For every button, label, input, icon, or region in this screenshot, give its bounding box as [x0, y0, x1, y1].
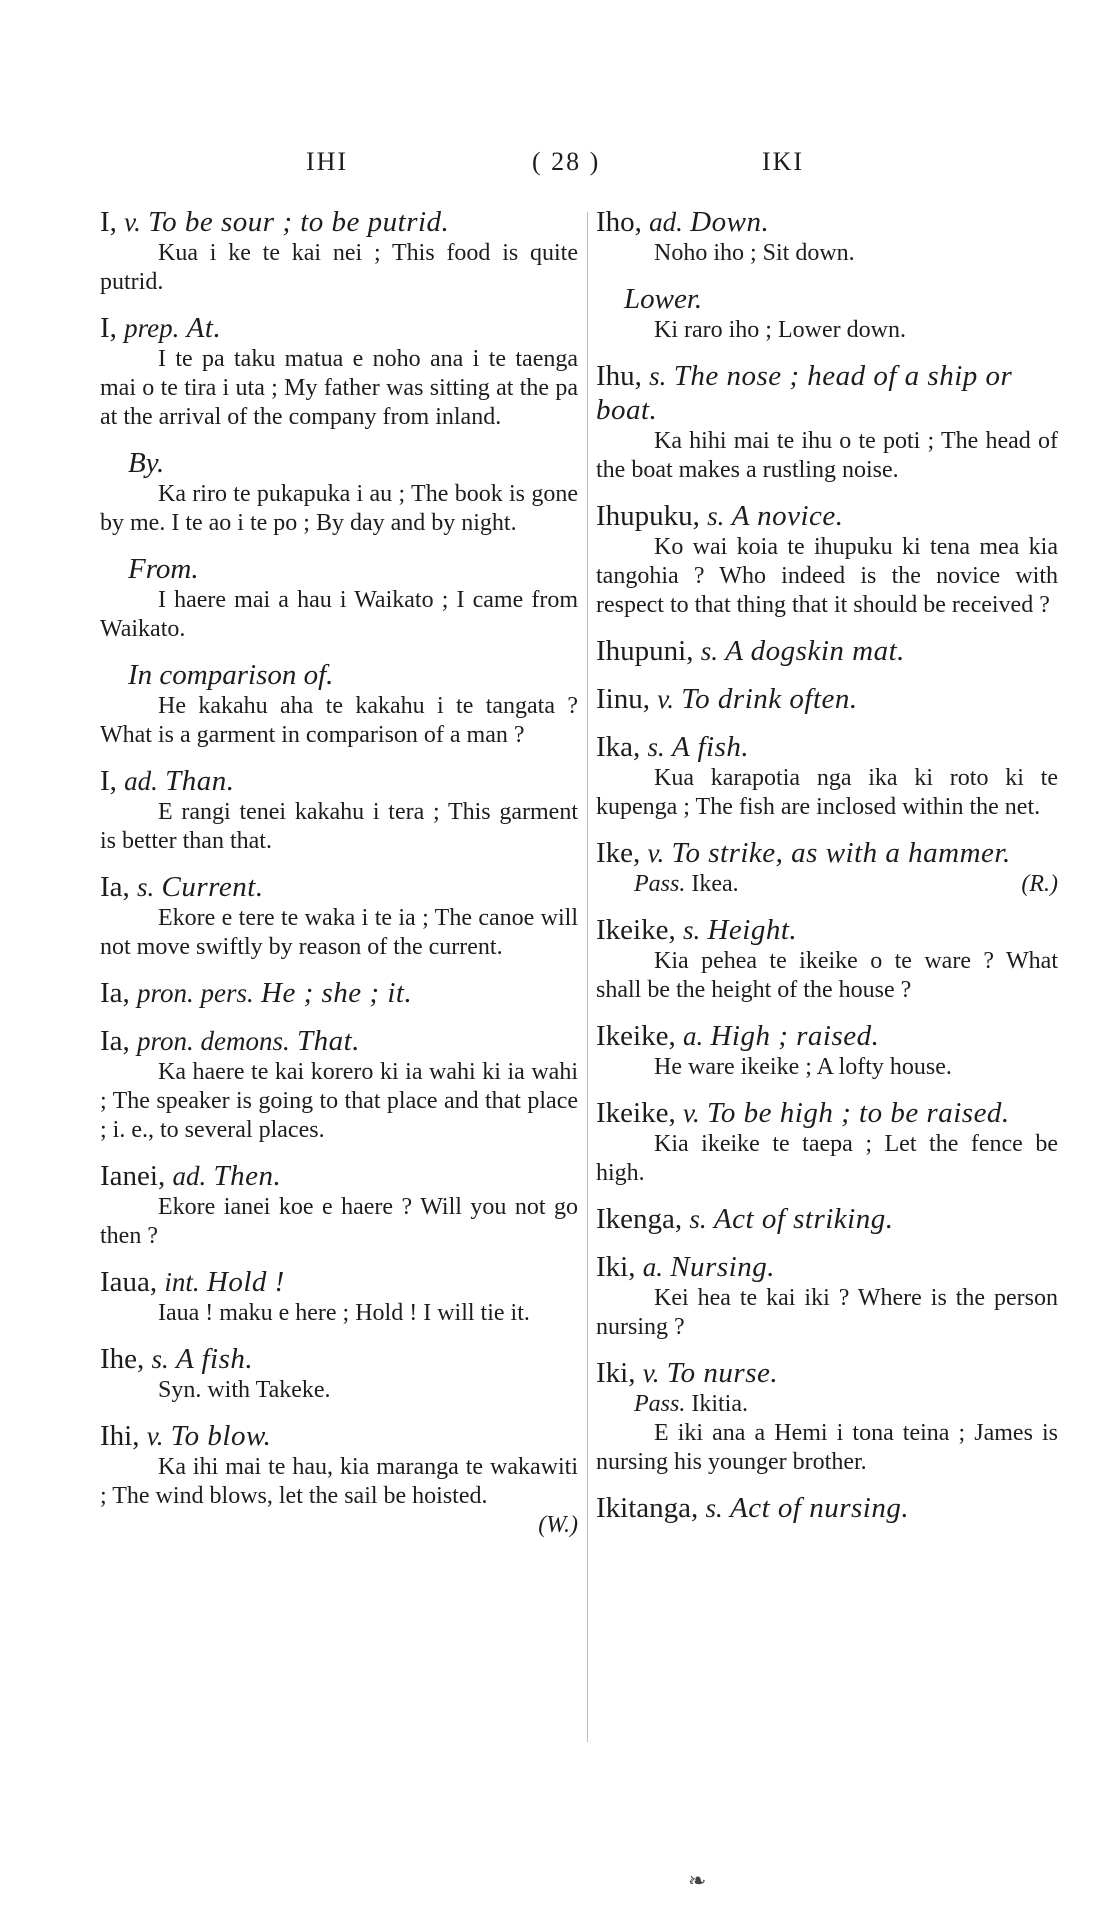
part-of-speech: s.: [705, 1493, 723, 1523]
part-of-speech: s.: [647, 732, 665, 762]
headword: Ihi,: [100, 1420, 140, 1452]
header-right-guide-word: IKI: [762, 147, 805, 176]
headword: Ihe,: [100, 1343, 145, 1375]
entry-headline: [596, 1096, 1058, 1130]
part-of-speech: v.: [647, 838, 665, 868]
dictionary-entry: [100, 870, 578, 962]
definition: To drink often.: [681, 683, 858, 715]
example-sentence: Kei hea te kai iki ? Where is the person nursing ?: [596, 1285, 1058, 1340]
definition: Hold !: [206, 1266, 285, 1298]
dictionary-entry: [596, 282, 1058, 345]
part-of-speech: pron. pers.: [137, 978, 254, 1008]
headword: I,: [100, 765, 117, 797]
definition: High ; raised.: [710, 1020, 880, 1052]
headword: Iaua,: [100, 1266, 158, 1298]
dictionary-entry: [100, 311, 578, 432]
column-divider: [587, 212, 588, 1742]
entry-headline: [596, 1356, 1058, 1390]
dictionary-entry: [596, 634, 1058, 668]
definition: To nurse.: [666, 1357, 779, 1389]
headword: I,: [100, 312, 117, 344]
dictionary-entry: [100, 1159, 578, 1251]
entry-headline: [100, 311, 578, 345]
entry-headline: [596, 499, 1058, 533]
part-of-speech: prep.: [124, 313, 180, 343]
headword: Ikitanga,: [596, 1492, 699, 1524]
entry-headline: [596, 682, 1058, 716]
passive-form: [596, 1390, 1058, 1419]
dictionary-entry: [100, 1265, 578, 1328]
definition: Height.: [707, 914, 798, 946]
definition: Nursing.: [670, 1251, 775, 1283]
definition: A fish.: [672, 731, 750, 763]
entry-headline: [100, 1265, 578, 1299]
entry-headline: [100, 764, 578, 798]
dictionary-entry: [100, 1419, 578, 1538]
definition: The nose ; head of a ship or boat.: [596, 360, 1013, 426]
headword: Iki,: [596, 1357, 636, 1389]
headword: Iinu,: [596, 683, 650, 715]
dictionary-entry: [100, 1342, 578, 1405]
headword: Ikeike,: [596, 1097, 676, 1129]
example-sentence: Ka haere te kai korero ki ia wahi ki ia wahi ; The speaker is going to that place and that place ; i. e., to several places.: [100, 1059, 578, 1143]
dictionary-entry: [596, 359, 1058, 485]
dictionary-entry: [596, 682, 1058, 716]
headword: Ikeike,: [596, 914, 676, 946]
example-sentence: Ekore ianei koe e haere ? Will you not go then ?: [100, 1194, 578, 1249]
part-of-speech: s.: [707, 501, 725, 531]
example-sentence: He ware ikeike ; A lofty house.: [654, 1054, 952, 1080]
example-sentence: Kua i ke te kai nei ; This food is quite putrid.: [100, 240, 578, 295]
dictionary-entry: [100, 205, 578, 297]
part-of-speech: int.: [164, 1267, 200, 1297]
dictionary-entry: [596, 1019, 1058, 1082]
definition: To strike, as with a hammer.: [671, 837, 1011, 869]
dictionary-entry: [596, 730, 1058, 822]
headword: Ikenga,: [596, 1203, 683, 1235]
dictionary-entry: [100, 764, 578, 856]
sub-sense: From.: [128, 553, 199, 585]
definition: A dogskin mat.: [725, 635, 905, 667]
definition: That.: [297, 1025, 360, 1057]
entry-headline: [596, 836, 1058, 870]
entry-headline: [596, 913, 1058, 947]
example-sentence: Noho iho ; Sit down.: [654, 240, 855, 266]
entry-headline: [100, 870, 578, 904]
right-column: [596, 205, 1058, 1539]
source-tag: (W.): [538, 1512, 578, 1538]
definition: To be sour ; to be putrid.: [148, 206, 450, 238]
dictionary-entry: [596, 1202, 1058, 1236]
header-left-guide-word: IHI: [306, 147, 349, 176]
headword: Ia,: [100, 871, 130, 903]
entry-headline: [596, 634, 1058, 668]
example-sentence: Ki raro iho ; Lower down.: [654, 317, 906, 343]
headword: Ia,: [100, 1025, 130, 1057]
entry-headline: [596, 1250, 1058, 1284]
dictionary-entry: [100, 552, 578, 644]
definition: Down.: [690, 206, 770, 238]
headword: Ike,: [596, 837, 641, 869]
entry-headline: [596, 359, 1058, 427]
example-sentence: Ekore e tere te waka i te ia ; The canoe will not move swiftly by reason of the current.: [100, 905, 578, 960]
headword: Ihu,: [596, 360, 642, 392]
example-sentence: I te pa taku matua e noho ana i te taenga mai o te tira i uta ; My father was sitting at the pa at the arrival of the company from inland.: [100, 346, 578, 430]
part-of-speech: s.: [151, 1344, 169, 1374]
example-sentence: Iaua ! maku e here ; Hold ! I will tie it.: [158, 1300, 530, 1326]
part-of-speech: a.: [682, 1021, 704, 1051]
entry-headline: [596, 730, 1058, 764]
headword: Iho,: [596, 206, 642, 238]
left-column: [100, 205, 578, 1540]
example-sentence: Ka hihi mai te ihu o te poti ; The head of the boat makes a rustling noise.: [596, 428, 1058, 483]
part-of-speech: v.: [146, 1421, 164, 1451]
part-of-speech: s.: [682, 915, 701, 945]
part-of-speech: pron. demons.: [137, 1026, 290, 1056]
example-sentence: I haere mai a hau i Waikato ; I came from Waikato.: [100, 587, 578, 642]
dictionary-entry: [100, 976, 578, 1010]
part-of-speech: v.: [682, 1098, 700, 1128]
definition: At.: [186, 312, 222, 344]
passive-label: Pass.: [634, 1391, 686, 1417]
source-tag: (R.): [1021, 871, 1058, 897]
headword: Ika,: [596, 731, 641, 763]
sub-sense: Lower.: [624, 283, 703, 315]
dictionary-entry: [596, 1356, 1058, 1477]
dictionary-entry: [596, 913, 1058, 1005]
example-sentence: Kia ikeike te taepa ; Let the fence be high.: [596, 1131, 1058, 1186]
synonym-note: Syn. with Takeke.: [158, 1377, 331, 1403]
dictionary-entry: [100, 1024, 578, 1145]
printer-ornament-icon: ❧: [688, 1868, 707, 1893]
definition: Than.: [165, 765, 235, 797]
definition: Act of nursing.: [730, 1492, 910, 1524]
example-sentence: Ka riro te pukapuka i au ; The book is gone by me. I te ao i te po ; By day and by night.: [100, 481, 578, 536]
definition: To be high ; to be raised.: [706, 1097, 1010, 1129]
passive-form: [596, 870, 1058, 899]
part-of-speech: s.: [689, 1204, 707, 1234]
definition: A fish.: [176, 1343, 254, 1375]
dictionary-entry: [100, 446, 578, 538]
page-number: ( 28 ): [532, 147, 601, 176]
sub-sense: By.: [128, 447, 165, 479]
definition: A novice.: [731, 500, 844, 532]
definition: He ; she ; it.: [261, 977, 413, 1009]
dictionary-entry: [596, 1250, 1058, 1342]
part-of-speech: s.: [649, 361, 667, 391]
dictionary-entry: [100, 658, 578, 750]
entry-headline: [596, 1019, 1058, 1053]
dictionary-entry: [596, 205, 1058, 268]
dictionary-entry: [596, 1096, 1058, 1188]
part-of-speech: a.: [642, 1252, 663, 1282]
headword: Ihupuni,: [596, 635, 694, 667]
example-sentence: Ko wai koia te ihupuku ki tena mea kia tangohia ? Who indeed is the novice with respect to that thing that it should be received ?: [596, 534, 1058, 618]
definition: Then.: [213, 1160, 282, 1192]
definition: Current.: [161, 871, 264, 903]
part-of-speech: ad.: [124, 766, 158, 796]
part-of-speech: v.: [657, 684, 674, 714]
entry-headline: [100, 1419, 578, 1453]
headword: Ianei,: [100, 1160, 166, 1192]
headword: Ia,: [100, 977, 130, 1009]
headword: I,: [100, 206, 117, 238]
entry-headline: [100, 976, 578, 1010]
definition: Act of striking.: [713, 1203, 894, 1235]
sub-sense: In comparison of.: [128, 659, 334, 691]
headword: Ikeike,: [596, 1020, 676, 1052]
entry-headline: [100, 205, 578, 239]
entry-headline: [596, 1202, 1058, 1236]
entry-headline: [100, 1159, 578, 1193]
headword: Ihupuku,: [596, 500, 700, 532]
example-sentence: He kakahu aha te kakahu i te tangata ? What is a garment in comparison of a man ?: [100, 693, 578, 748]
part-of-speech: ad.: [649, 207, 683, 237]
dictionary-entry: [596, 1491, 1058, 1525]
passive-value: Ikitia.: [691, 1391, 748, 1417]
definition: To blow.: [170, 1420, 272, 1452]
passive-label: Pass.: [634, 871, 686, 897]
entry-headline: [596, 205, 1058, 239]
part-of-speech: s.: [137, 872, 155, 902]
example-sentence: Kia pehea te ikeike o te ware ? What shall be the height of the house ?: [596, 948, 1058, 1003]
part-of-speech: v.: [642, 1358, 660, 1388]
example-sentence: Ka ihi mai te hau, kia maranga te wakawiti ; The wind blows, let the sail be hoisted. (W.): [100, 1454, 578, 1538]
entry-headline: [100, 1024, 578, 1058]
dictionary-entry: [596, 836, 1058, 899]
entry-headline: [596, 1491, 1058, 1525]
headword: Iki,: [596, 1251, 636, 1283]
passive-value: Ikea.: [691, 871, 739, 897]
part-of-speech: v.: [124, 207, 141, 237]
example-sentence: Kua karapotia nga ika ki roto ki te kupenga ; The fish are inclosed within the net.: [596, 765, 1058, 820]
example-sentence: E rangi tenei kakahu i tera ; This garment is better than that.: [100, 799, 578, 854]
part-of-speech: s.: [700, 636, 718, 666]
running-header: [0, 147, 1114, 181]
example-sentence: E iki ana a Hemi i tona teina ; James is nursing his younger brother.: [596, 1420, 1058, 1475]
part-of-speech: ad.: [172, 1161, 207, 1191]
dictionary-entry: [596, 499, 1058, 620]
entry-headline: [100, 1342, 578, 1376]
